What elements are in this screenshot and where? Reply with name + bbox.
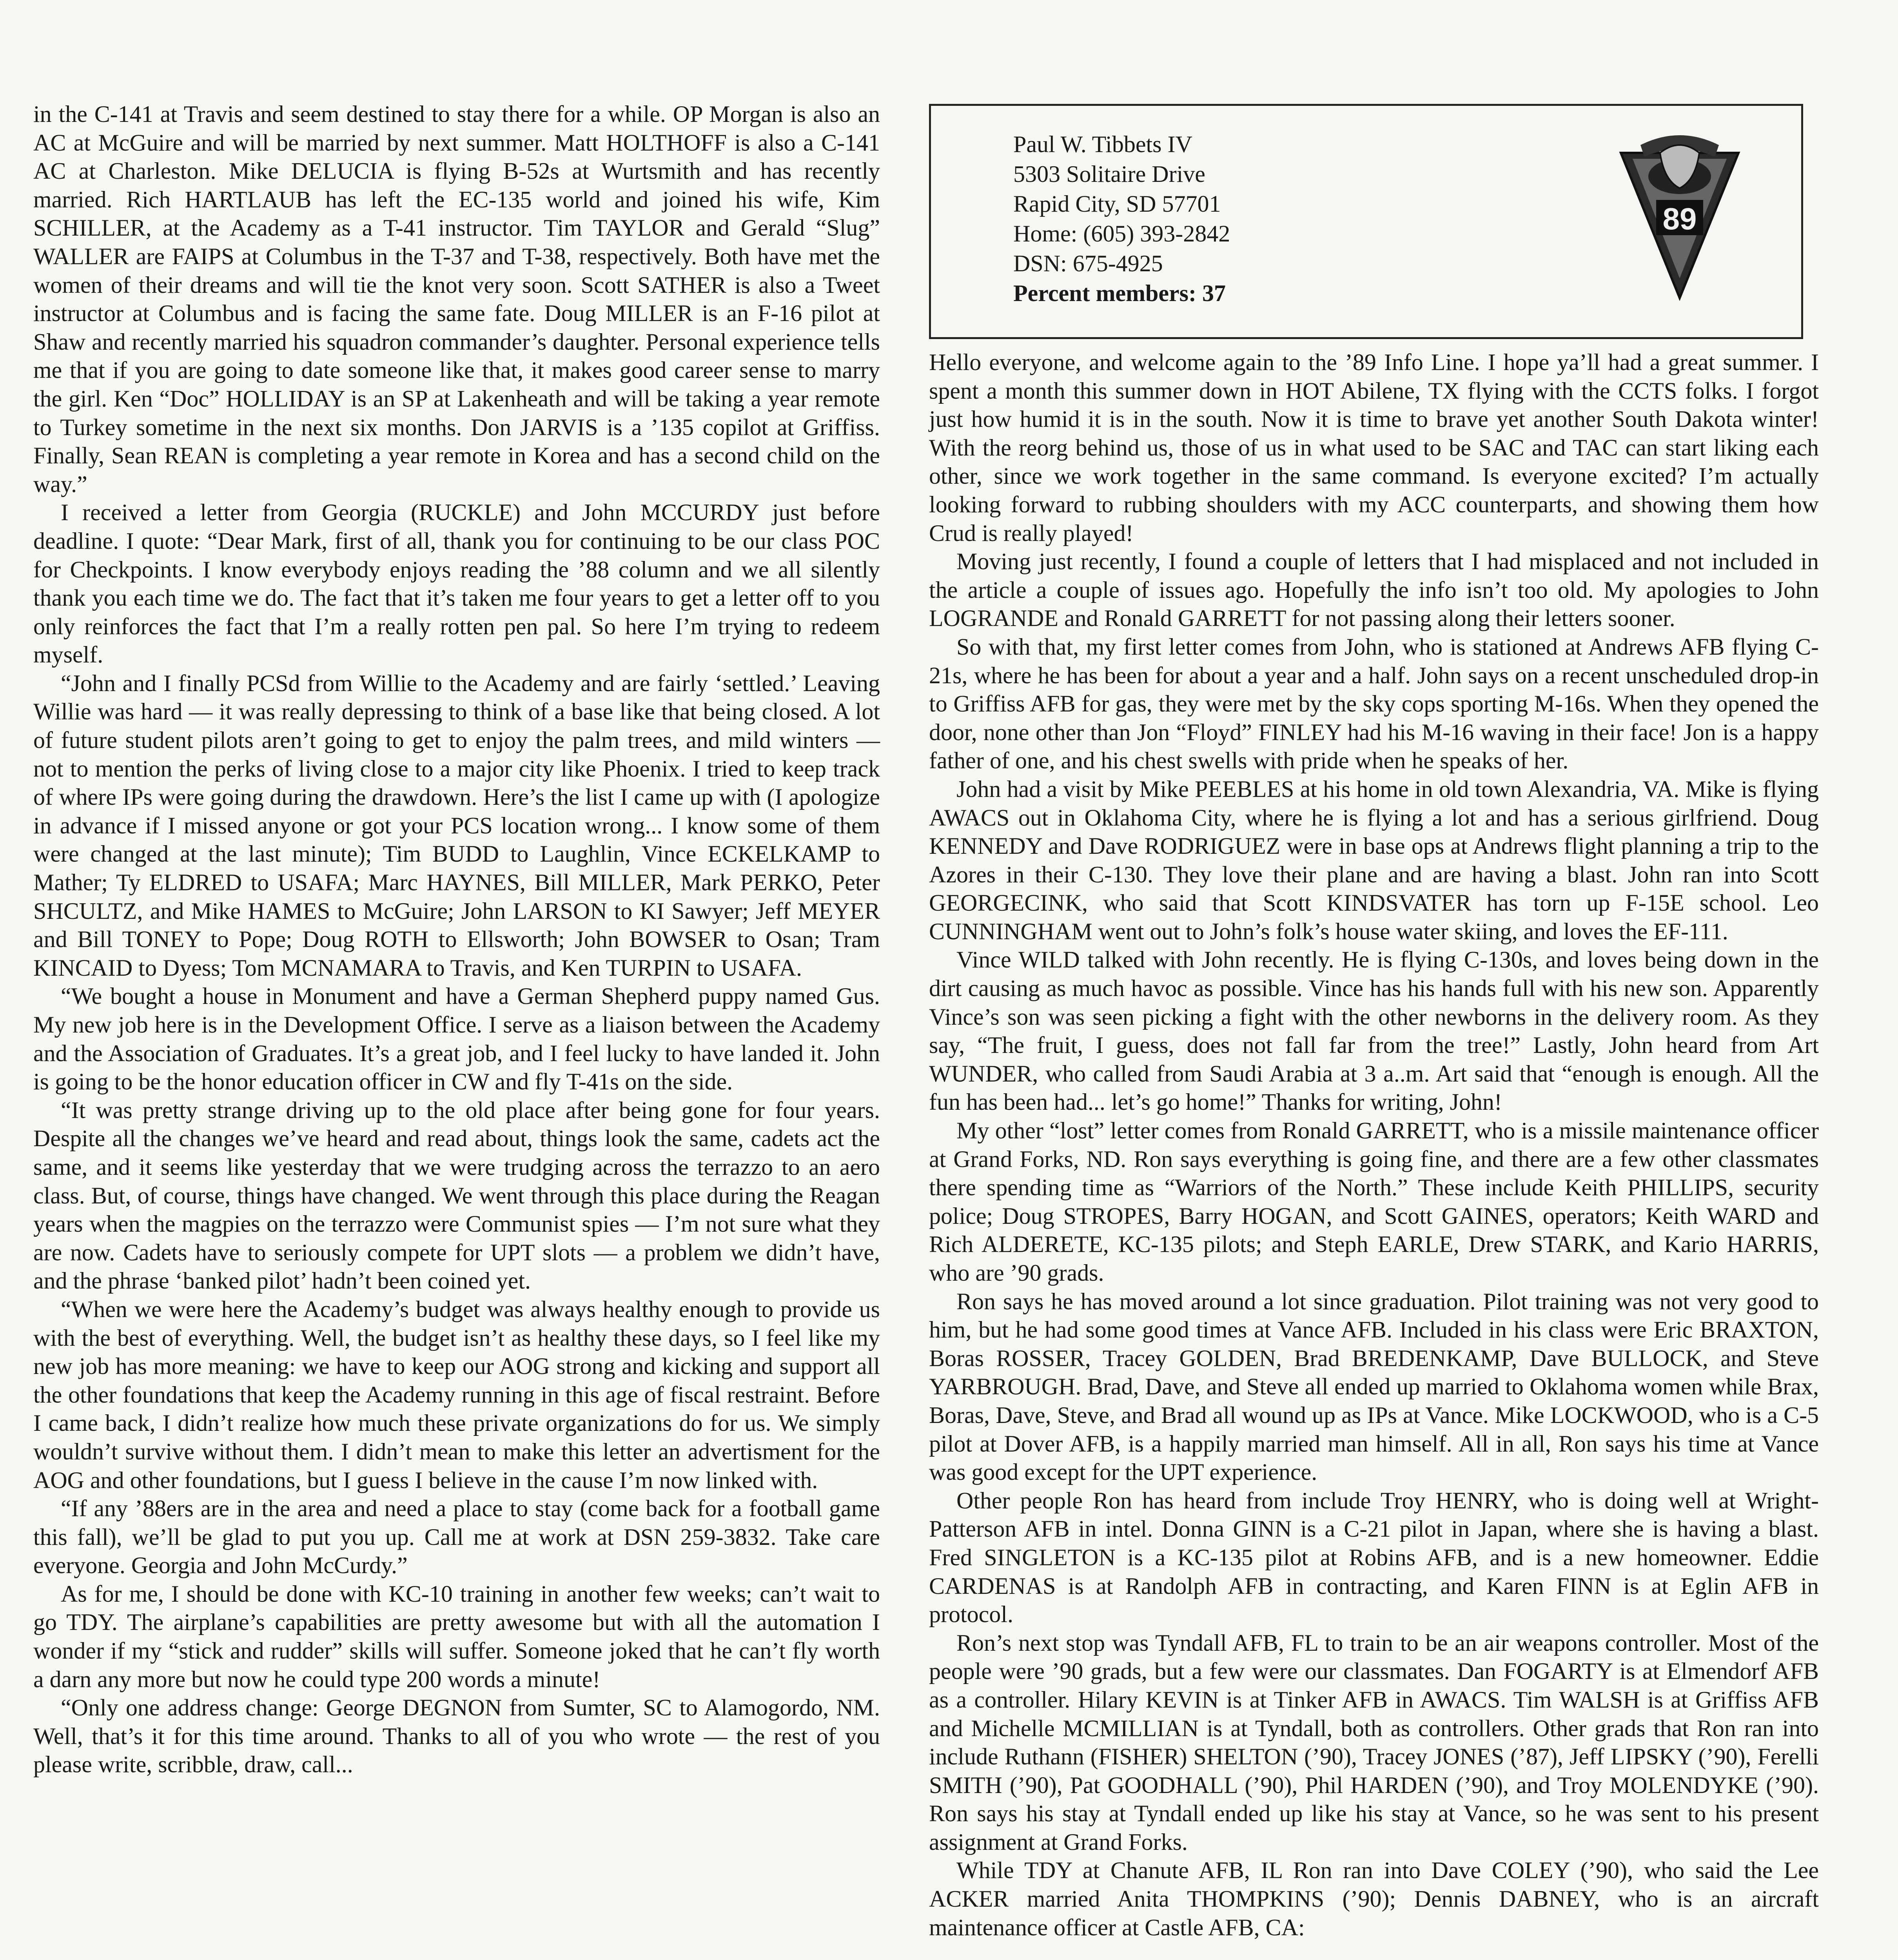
contact-name: Paul W. Tibbets IV xyxy=(1013,131,1192,157)
right-paragraph: While TDY at Chanute AFB, IL Ron ran into Dave COLEY (’90), who said the Lee ACKER married Anita THOMPKINS (’90); Dennis DABNEY, who is an aircraft maintenance officer at Castle AFB, CA: xyxy=(929,1857,1819,1940)
right-paragraph: Other people Ron has heard from include Troy HENRY, who is doing well at Wright-Patterson AFB in intel. Donna GINN is a C-21 pilot in Japan, where she is having a blast. Fred SINGLETON is a KC-135 pilot at Robins AFB, and is a new homeowner. Eddie CARDENAS is at Randolph AFB in contracting, and Karen FINN is at Eglin AFB in protocol. xyxy=(929,1487,1819,1628)
left-paragraph: “John and I finally PCSd from Willie to the Academy and are fairly ‘settled.’ Leaving Willie was hard — it was really depressing to think of a base like that being closed. A lot of future student pilots aren’t going to get to enjoy the palm trees, and mild winters — not to mention the perks of living close to a major city like Phoenix. I tried to keep track of where IPs were going during the drawdown. Here’s the list I came up with (I apologize in advance if I missed anyone or got your PCS location wrong... I know some of them were changed at the last minute); Tim BUDD to Laughlin, Vince ECKELKAMP to Mather; Ty ELDRED to USAFA; Marc HAYNES, Bill MILLER, Mark PERKO, Peter SHCULTZ, and Mike HAMES to McGuire; John LARSON to KI Sawyer; Jeff MEYER and Bill TONEY to Pope; Doug ROTH to Ellsworth; John BOWSER to Osan; Tram KINCAID to Dyess; Tom MCNAMARA to Travis, and Ken TURPIN to USAFA. xyxy=(33,670,880,981)
left-paragraph: in the C-141 at Travis and seem destined to stay there for a while. OP Morgan is also an AC at McGuire and will be married by next summer. Matt HOLTHOFF is also a C-141 AC at Charleston. Mike DELUCIA is flying B-52s at Wurtsmith and has recently married. Rich HARTLAUB has left the EC-135 world and joined his wife, Kim SCHILLER, at the Academy as a T-41 instructor. Tim TAYLOR and Gerald “Slug” WALLER are FAIPS at Columbus in the T-37 and T-38, respectively. Both have met the women of their dreams and will tie the knot very soon. Scott SATHER is also a Tweet instructor at Columbus and is facing the same fate. Doug MILLER is an F-16 pilot at Shaw and recently married his squadron commander’s daughter. Personal experience tells me that if you are going to date someone like that, it makes good career sense to marry the girl. Ken “Doc” HOLLIDAY is an SP at Lakenheath and will be taking a year remote to Turkey sometime in the next six months. Don JARVIS is a ’135 copilot at Griffiss. Finally, Sean REAN is completing a year remote in Korea and has a second child on the way.” xyxy=(33,101,880,497)
left-paragraph: As for me, I should be done with KC-10 training in another few weeks; can’t wait to go TDY. The airplane’s capabilities are pretty awesome but with all the automation I wonder if my “stick and rudder” skills will suffer. Someone joked that he can’t fly worth a darn any more but now he could type 200 words a minute! xyxy=(33,1581,880,1692)
contact-percent-members: Percent members: 37 xyxy=(1013,280,1226,306)
contact-details xyxy=(1013,129,1230,308)
right-paragraph: My other “lost” letter comes from Ronald GARRETT, who is a missile maintenance officer at Grand Forks, ND. Ron says everything is going fine, and there are a few other classmates there spending time as “Warriors of the North.” These include Keith PHILLIPS, security police; Doug STROPES, Barry HOGAN, and Scott GAINES, operators; Keith WARD and Rich ALDERETE, KC-135 pilots; and Steph EARLE, Drew STARK, and Kario HARRIS, who are ’90 grads. xyxy=(929,1118,1819,1286)
class-crest-icon xyxy=(1617,129,1742,302)
left-paragraph: “Only one address change: George DEGNON from Sumter, SC to Alamogordo, NM. Well, that’s it for this time around. Thanks to all of you who wrote — the rest of you please write, scribble, draw, call... xyxy=(33,1695,880,1778)
right-paragraph: So with that, my first letter comes from John, who is stationed at Andrews AFB flying C-21s, where he has been for about a year and a half. John says on a recent unscheduled drop-in to Griffiss AFB for gas, they were met by the sky cops sporting M-16s. When they opened the door, none other than Jon “Floyd” FINLEY had his M-16 waving in their face! Jon is a happy father of one, and his chest swells with pride when he speaks of her. xyxy=(929,633,1819,774)
left-paragraph: “When we were here the Academy’s budget was always healthy enough to provide us with the best of everything. Well, the budget isn’t as healthy these days, so I feel like my new job has more meaning: we have to keep our AOG strong and kicking and support all the other foundations that keep the Academy running in this age of fiscal restraint. Before I came back, I didn’t realize how much these private organizations do for us. We simply wouldn’t survive without them. I didn’t mean to make this letter an advertisment for the AOG and other foundations, but I guess I believe in the cause I’m now linked with. xyxy=(33,1296,880,1493)
contact-home-phone: Home: (605) 393-2842 xyxy=(1013,221,1230,247)
left-paragraph: “We bought a house in Monument and have a German Shepherd puppy named Gus. My new job here is in the Development Office. I serve as a liaison between the Academy and the Association of Graduates. It’s a great job, and I feel lucky to have landed it. John is going to be the honor education officer in CW and fly T-41s on the side. xyxy=(33,983,880,1095)
right-paragraph: Vince WILD talked with John recently. He is flying C-130s, and loves being down in the dirt causing as much havoc as possible. Vince has his hands full with his new son. Apparently Vince’s son was seen picking a fight with the other newborns in the delivery room. As they say, “The fruit, I guess, does not fall far from the tree!” Lastly, John heard from Art WUNDER, who called from Saudi Arabia at 3 a..m. Art said that “enough is enough. All the fun has been had... let’s go home!” Thanks for writing, John! xyxy=(929,947,1819,1115)
right-paragraph: John had a visit by Mike PEEBLES at his home in old town Alexandria, VA. Mike is flying AWACS out in Oklahoma City, where he is flying a lot and has a serious girlfriend. Doug KENNEDY and Dave RODRIGUEZ were in base ops at Andrews flight planning a trip to the Azores in their C-130. They love their plane and are having a blast. John ran into Scott GEORGECINK, who said that Scott KINDSVATER has torn up F-15E school. Leo CUNNINGHAM went out to John’s folk’s house water skiing, and loves the EF-111. xyxy=(929,776,1819,944)
class-contact-box xyxy=(929,104,1803,339)
contact-city: Rapid City, SD 57701 xyxy=(1013,191,1221,217)
left-paragraph: I received a letter from Georgia (RUCKLE) and John MCCURDY just before deadline. I quote: “Dear Mark, first of all, thank you for continuing to be our class POC for Checkpoints. I know everybody enjoys reading the ’88 column and we all silently thank you each time we do. The fact that it’s taken me four years to get a letter off to you only reinforces the fact that I’m a really rotten pen pal. So here I’m trying to redeem myself. xyxy=(33,499,880,668)
crest-year: 89 xyxy=(1662,201,1697,236)
left-paragraph: “It was pretty strange driving up to the old place after being gone for four years. Despite all the changes we’ve heard and read about, things look the same, cadets act the same, and it seems like yesterday that we were trudging across the terrazzo to an aero class. But, of course, things have changed. We went through this place during the Reagan years when the magpies on the terrazzo were Communist spies — I’m not sure what they are now. Cadets have to seriously compete for UPT slots — a problem we didn’t have, and the phrase ‘banked pilot’ hadn’t been coined yet. xyxy=(33,1097,880,1294)
left-paragraph: “If any ’88ers are in the area and need a place to stay (come back for a football game this fall), we’ll be glad to put you up. Call me at work at DSN 259-3832. Take care everyone. Georgia and John McCurdy.” xyxy=(33,1495,880,1579)
right-column xyxy=(929,348,1819,1942)
contact-dsn: DSN: 675-4925 xyxy=(1013,250,1163,276)
right-paragraph: Ron says he has moved around a lot since graduation. Pilot training was not very good to him, but he had some good times at Vance AFB. Included in his class were Eric BRAXTON, Boras ROSSER, Tracey GOLDEN, Brad BREDENKAMP, Dave BULLOCK, and Steve YARBROUGH. Brad, Dave, and Steve all ended up married to Oklahoma women while Brax, Boras, Dave, Steve, and Brad all wound up as IPs at Vance. Mike LOCKWOOD, who is a C-5 pilot at Dover AFB, is a happily married man himself. All in all, Ron says his time at Vance was good except for the UPT experience. xyxy=(929,1288,1819,1485)
right-paragraph: Ron’s next stop was Tyndall AFB, FL to train to be an air weapons controller. Most of the people were ’90 grads, but a few were our classmates. Dan FOGARTY is at Elmendorf AFB as a controller. Hilary KEVIN is at Tinker AFB in AWACS. Tim WALSH is at Griffiss AFB and Michelle MCMILLIAN is at Tyndall, both as controllers. Other grads that Ron ran into include Ruthann (FISHER) SHELTON (’90), Tracey JONES (’87), Jeff LIPSKY (’90), Ferelli SMITH (’90), Pat GOODHALL (’90), Phil HARDEN (’90), and Troy MOLENDYKE (’90). Ron says his stay at Tyndall ended up like his stay at Vance, so he was sent to his present assignment at Grand Forks. xyxy=(929,1630,1819,1855)
left-column xyxy=(33,100,880,1779)
right-paragraph: Hello everyone, and welcome again to the ’89 Info Line. I hope ya’ll had a great summer. I spent a month this summer down in HOT Abilene, TX flying with the CCTS folks. I forgot just how humid it is in the south. Now it is time to brave yet another South Dakota winter! With the reorg behind us, those of us in what used to be SAC and TAC can start liking each other, since we work together in the same command. Is everyone excited? I’m actually looking forward to rubbing shoulders with my ACC counterparts, and showing them how Crud is really played! xyxy=(929,349,1819,546)
contact-street: 5303 Solitaire Drive xyxy=(1013,161,1205,187)
right-paragraph: Moving just recently, I found a couple of letters that I had misplaced and not included in the article a couple of issues ago. Hopefully the info isn’t too old. My apologies to John LOGRANDE and Ronald GARRETT for not passing along their letters sooner. xyxy=(929,548,1819,632)
